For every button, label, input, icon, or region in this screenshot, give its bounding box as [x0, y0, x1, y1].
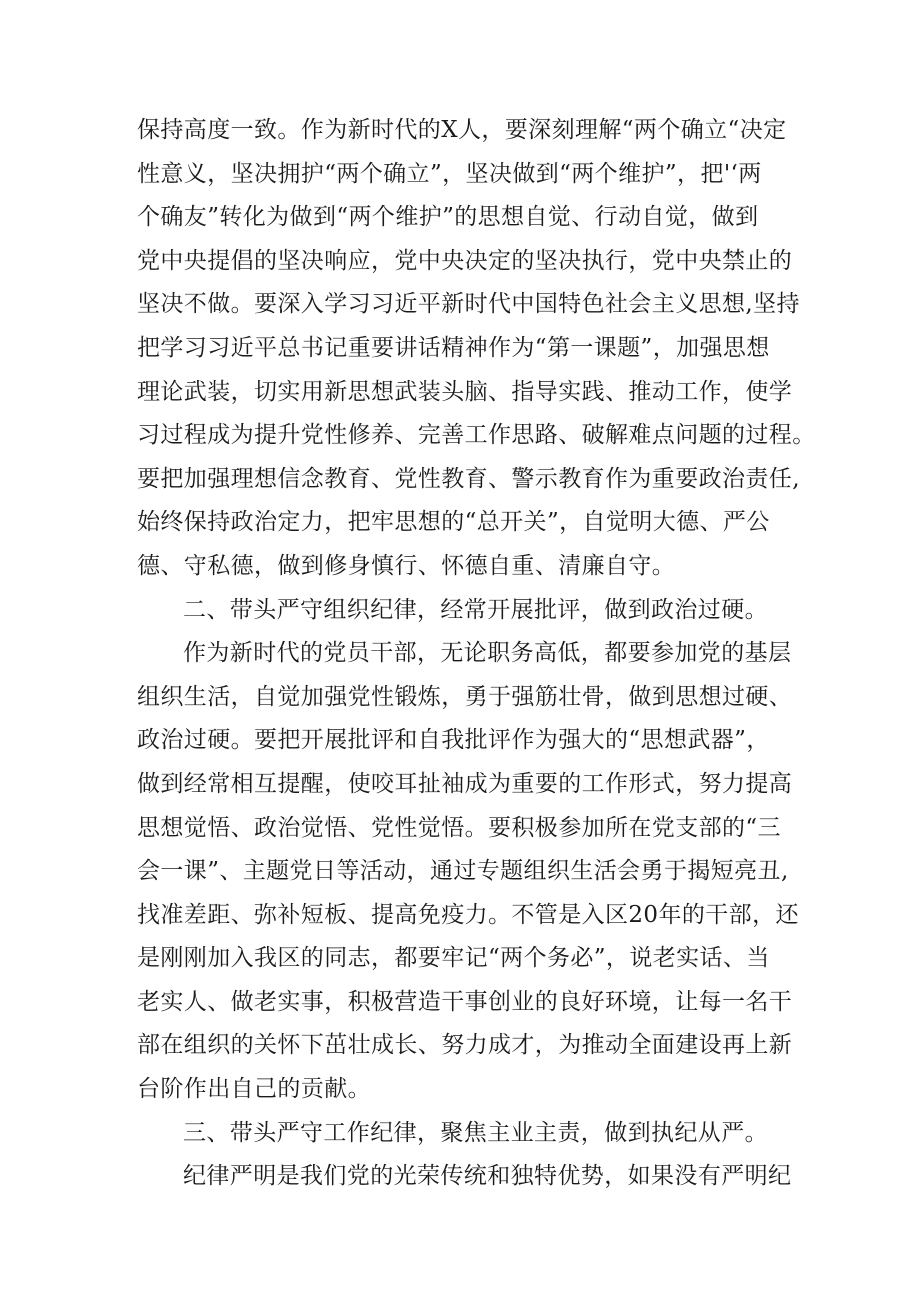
paragraph-line: 纪律严明是我们党的光荣传统和独特优势，如果没有严明纪 — [183, 1163, 792, 1190]
section-heading-3: 三、带头严守工作纪律，聚焦主业主责，做到执纪从严。 — [183, 1119, 768, 1146]
paragraph-line: 坚决不做。要深入学习习近平新时代中国特色社会主义思想,坚持 — [137, 291, 800, 318]
paragraph-line: 保持高度一致。作为新时代的X人，要深刻理解“两个确立“决定 — [137, 117, 787, 143]
paragraph-line: 个确友”转化为做到“两个维护”的思想自觉、行动自觉，做到 — [137, 204, 759, 231]
section-heading-2: 二、带头严守组织纪律，经常开展批评，做到政治过硬。 — [183, 596, 768, 623]
paragraph-line: 老实人、做老实事，积极营造干事创业的良好环境，让每一名干 — [137, 988, 793, 1015]
paragraph-line: 始终保持政治定力，把牢思想的“总开关”，自觉明大德、严公 — [137, 509, 770, 536]
paragraph-line: 思想觉悟、政治觉悟、党性觉悟。要积极参加所在党支部的“三 — [137, 814, 781, 841]
paragraph-line: 把学习习近平总书记重要讲话精神作为“第一课题”，加强思想 — [137, 334, 770, 361]
paragraph-line: 会一课”、主题党日等活动，通过专题组织生活会勇于揭短亮丑, — [137, 858, 789, 885]
paragraph-line: 找准差距、弥补短板、提高免疫力。不管是入区20年的干部，还 — [137, 901, 799, 928]
document-body — [137, 109, 816, 1199]
paragraph-line: 党中央提倡的坚决响应，党中央决定的坚决执行，党中央禁止的 — [137, 247, 793, 274]
paragraph-line: 德、守私德，做到修身慎行、怀德自重、清廉自守。 — [137, 552, 676, 579]
paragraph-line: 理论武装，切实用新思想武装头脑、指导实践、推动工作，使学 — [137, 378, 793, 405]
paragraph-line: 政治过硬。要把开展批评和自我批评作为强大的“思想武器”， — [137, 727, 770, 754]
paragraph-line: 部在组织的关怀下茁壮成长、努力成才，为推动全面建设再上新 — [137, 1032, 793, 1059]
paragraph-line: 性意义，坚决拥护“两个确立”，坚决做到“两个维护”，把'‘两 — [137, 160, 762, 187]
paragraph-line: 是刚刚加入我区的同志，都要牢记“两个务必”，说老实话、当 — [137, 945, 770, 972]
paragraph-line: 组织生活，自觉加强党性锻炼，勇于强筋壮骨，做到思想过硬、 — [137, 683, 793, 710]
paragraph-line: 习过程成为提升党性修养、完善工作思路、破解难点问题的过程。 — [137, 422, 816, 449]
paragraph-line: 做到经常相互提醒，使咬耳扯袖成为重要的工作形式，努力提高 — [137, 770, 793, 797]
paragraph-line: 要把加强理想信念教育、党性教育、警示教育作为重要政治责任, — [137, 465, 800, 492]
paragraph-line: 台阶作出自己的贡献。 — [137, 1076, 371, 1103]
paragraph-line: 作为新时代的党员干部，无论职务高低，都要参加党的基层 — [183, 640, 792, 667]
